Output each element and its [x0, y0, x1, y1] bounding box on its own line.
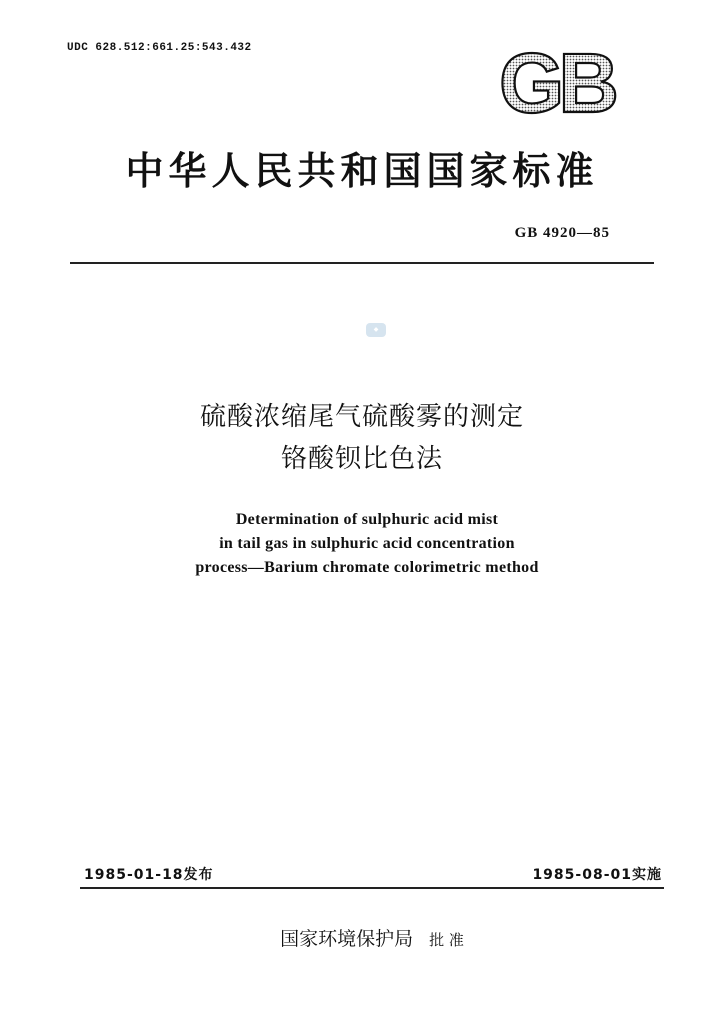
- gb-logo: [485, 46, 627, 118]
- english-title-line-3: process—Barium chromate colorimetric method: [195, 559, 539, 576]
- chinese-title-line-1: 硫酸浓缩尾气硫酸雾的测定: [199, 402, 524, 432]
- footer-divider: [80, 887, 664, 889]
- approval-line: [0, 924, 724, 951]
- udc-classification: UDC 628.512:661.25:543.432: [67, 42, 252, 54]
- chinese-title: [0, 396, 724, 480]
- watermark-badge-icon: ◆: [366, 323, 386, 337]
- chinese-title-line-2: 铬酸钡比色法: [280, 444, 443, 474]
- effective-date: 1985-08-01实施: [532, 867, 662, 883]
- english-title-line-1: Determination of sulphuric acid mist: [235, 511, 499, 528]
- approval-note: 批 准: [429, 931, 464, 949]
- english-title-line-2: in tail gas in sulphuric acid concentration: [219, 535, 515, 552]
- approving-authority: 国家环境保护局: [280, 928, 414, 950]
- english-title: [0, 508, 724, 580]
- issue-date: 1985-01-18发布: [84, 867, 214, 883]
- header-divider: [70, 262, 654, 264]
- standard-code: GB 4920—85: [514, 225, 610, 241]
- svg-text:GB: GB: [499, 46, 613, 118]
- issuing-organization: 中华人民共和国国家标准: [125, 149, 599, 193]
